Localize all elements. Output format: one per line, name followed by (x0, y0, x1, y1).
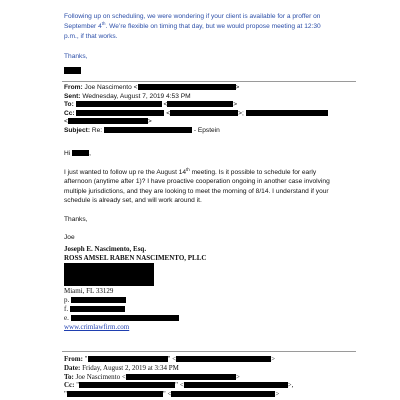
sig-website-link[interactable]: www.crimlawfirm.com (64, 323, 130, 331)
body-sign: Joe (64, 234, 75, 241)
top-message-line3: p.m., if that works. (64, 33, 118, 40)
sig-fax: f. (64, 305, 179, 314)
redaction (76, 110, 164, 116)
sig-name: Joseph E. Nascimento, Esq. (64, 245, 147, 253)
redaction-address (64, 263, 154, 286)
email1-sent: Sent: Wednesday, August 7, 2019 4:53 PM (64, 92, 191, 100)
body-paragraph: I just wanted to follow up re the August 14th meeting. Is it possible to schedule for early afternoon (anytime after 1)? I have proactive cooperation ongoing in another case involving multiple jurisdictions, and they are looking to meet the morning of 8/14. I understand if your schedule is already set, and will work around it. (64, 166, 330, 204)
sig-email: e. (64, 314, 179, 323)
redaction (167, 101, 233, 107)
redaction (88, 356, 168, 362)
divider (62, 351, 356, 352)
redaction (79, 382, 175, 388)
email1-to: To: < > (64, 101, 238, 108)
top-message-line1: Following up on scheduling, we were wondering if your client is available for a proffer on (64, 13, 321, 20)
redaction (170, 110, 238, 116)
email2-header (64, 355, 364, 399)
sig-firm: ROSS AMSEL RABEN NASCIMENTO, PLLC (64, 253, 207, 262)
sig-city: Miami, FL 33129 (64, 287, 114, 295)
redaction (126, 374, 236, 380)
top-message-thanks: Thanks, (64, 53, 88, 60)
redaction-signoff (64, 67, 81, 74)
signature-block (64, 245, 206, 262)
email2-cc-line2: " " < > (64, 390, 280, 399)
redaction (70, 306, 125, 312)
redaction (184, 382, 288, 388)
email1-subject: Subject: Re: - Epstein (64, 126, 220, 134)
top-message-line2: September 4th. We’re flexible on timing that day, but we would propose meeting at 12:30 (64, 20, 321, 30)
email1-cc-line1: Cc: < >; (64, 110, 364, 119)
top-message (64, 12, 321, 62)
redaction (71, 297, 126, 303)
email1-cc-line2: < > (64, 118, 152, 125)
email2-date: Date: Friday, August 2, 2019 at 3:34 PM (64, 363, 179, 372)
signature-contact (64, 287, 179, 332)
redaction (67, 391, 163, 397)
email1-from: From: Joe Nascimento < > (64, 84, 240, 91)
sig-phone: p. (64, 296, 179, 305)
redaction (72, 150, 89, 156)
redaction (68, 118, 148, 124)
email2-from: From: " " < > (64, 355, 276, 363)
redaction (176, 356, 271, 362)
redaction (76, 101, 162, 107)
redaction (104, 127, 192, 133)
greeting: Hi , (64, 150, 91, 157)
email1-body (64, 149, 364, 243)
divider (62, 81, 356, 82)
body-thanks: Thanks, (64, 215, 88, 223)
redaction (138, 84, 236, 90)
redaction (71, 315, 179, 321)
redaction (246, 110, 328, 116)
redaction (171, 391, 275, 397)
email1-header (64, 84, 364, 135)
email2-cc-line1: Cc: " " < >, (64, 381, 294, 390)
email2-to: To: Joe Nascimento < > (64, 372, 240, 381)
